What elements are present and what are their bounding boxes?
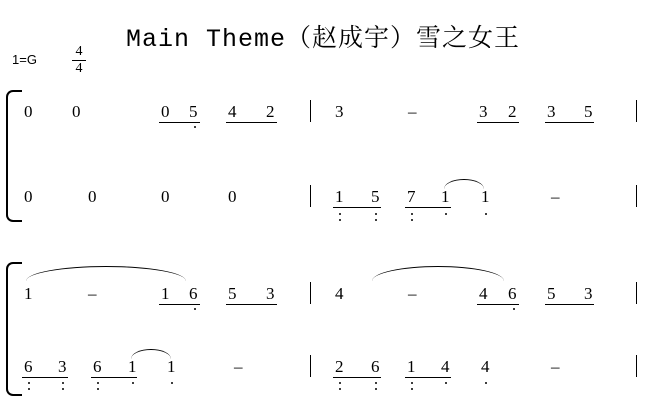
note: 0 [88,187,97,206]
note: 6 [93,357,102,376]
octave-dot-low [339,213,341,215]
barline [636,282,637,304]
beam [226,122,277,123]
slur [444,179,484,189]
sustain-dash: – [408,102,417,121]
note: 5 [371,187,380,206]
beam [159,304,200,305]
octave-dot-low [62,382,64,384]
note: 6 [24,357,33,376]
barline [310,282,311,304]
octave-dot-low [411,219,413,221]
note: 0 [161,102,170,121]
note: 4 [335,284,344,303]
beam [333,207,381,208]
beam [159,122,200,123]
sustain-dash: – [234,357,243,376]
beam [333,377,381,378]
note: 3 [547,102,556,121]
note: 6 [508,284,517,303]
beam [226,304,277,305]
note: 2 [266,102,275,121]
note: 2 [508,102,517,121]
note: 4 [228,102,237,121]
octave-dot-low [445,213,447,215]
note: 1 [441,187,450,206]
note: 6 [189,284,198,303]
note: 5 [189,102,198,121]
slur [372,266,504,281]
note: 5 [547,284,556,303]
octave-dot-low [375,213,377,215]
note: 1 [161,284,170,303]
octave-dot-low [62,388,64,390]
note: 1 [128,357,137,376]
beam [477,122,519,123]
barline [310,100,311,122]
system-brace-1 [6,90,22,222]
note: 0 [24,187,33,206]
sustain-dash: – [408,284,417,303]
sustain-dash: – [88,284,97,303]
octave-dot-low [375,219,377,221]
time-signature-denominator: 4 [75,61,83,76]
time-signature-numerator: 4 [75,44,83,59]
note: 2 [335,357,344,376]
note: 1 [481,187,490,206]
octave-dot-low [445,382,447,384]
octave-dot-low [339,388,341,390]
note: 7 [407,187,416,206]
beam [477,304,519,305]
slur [131,349,171,359]
note: 0 [24,102,33,121]
note: 5 [584,102,593,121]
slur [26,266,186,281]
note: 1 [407,357,416,376]
octave-dot-low [375,388,377,390]
barline [636,100,637,122]
note: 3 [266,284,275,303]
octave-dot-low [513,308,515,310]
octave-dot-low [97,382,99,384]
sustain-dash: – [551,187,560,206]
note: 5 [228,284,237,303]
note: 3 [335,102,344,121]
key-signature: 1=G [12,52,37,67]
sustain-dash: – [551,357,560,376]
note: 3 [58,357,67,376]
octave-dot-low [171,382,173,384]
note: 3 [584,284,593,303]
octave-dot-low [28,388,30,390]
note: 4 [441,357,450,376]
octave-dot-low [339,382,341,384]
octave-dot-low [411,382,413,384]
octave-dot-low [411,213,413,215]
octave-dot-low [132,382,134,384]
page-title: Main Theme（赵成宇）雪之女王 [125,25,521,54]
barline [636,185,637,207]
time-signature [68,46,90,75]
note: 0 [161,187,170,206]
beam [545,304,594,305]
note: 1 [24,284,33,303]
octave-dot-low [485,213,487,215]
note: 0 [72,102,81,121]
beam [545,122,594,123]
barline [310,185,311,207]
note: 1 [167,357,176,376]
beam [405,207,451,208]
barline [636,355,637,377]
note: 4 [481,357,490,376]
octave-dot-low [411,388,413,390]
note: 4 [479,284,488,303]
octave-dot-low [194,308,196,310]
octave-dot-low [375,382,377,384]
note: 0 [228,187,237,206]
beam [405,377,451,378]
octave-dot-low [339,219,341,221]
octave-dot-low [485,382,487,384]
beam [22,377,68,378]
octave-dot-low [97,388,99,390]
octave-dot-low [28,382,30,384]
barline [310,355,311,377]
octave-dot-low [194,126,196,128]
system-brace-2 [6,262,22,396]
note: 6 [371,357,380,376]
note: 3 [479,102,488,121]
note: 1 [335,187,344,206]
beam [91,377,137,378]
